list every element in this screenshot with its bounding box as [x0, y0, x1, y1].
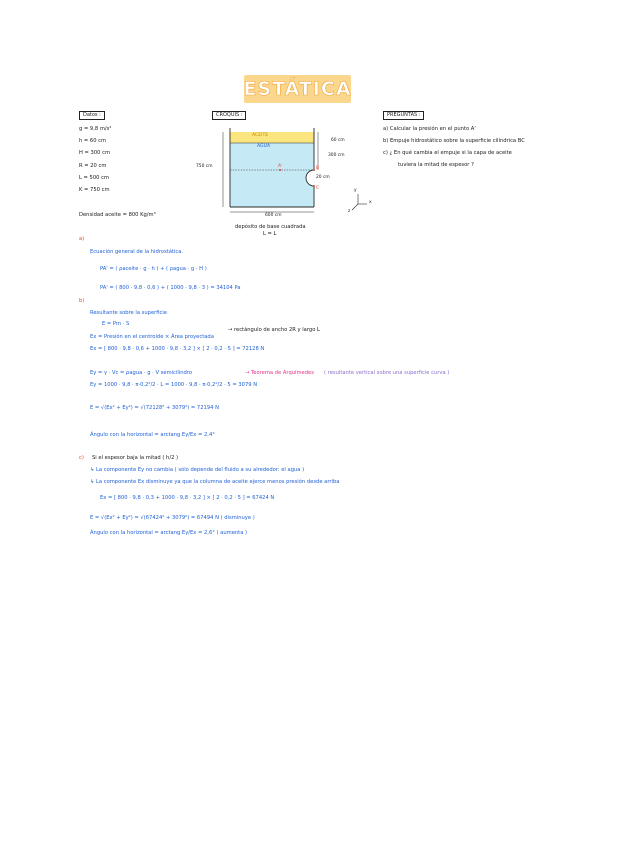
- axis-y-label: y: [354, 188, 357, 193]
- part-a-line1: Ecuación general de la hidrostática.: [90, 249, 184, 255]
- axis-x-label: x: [369, 200, 372, 205]
- dim-60-label: 60 cm: [331, 138, 345, 143]
- datos-label: Datos :: [79, 111, 105, 120]
- page-title: ESTÁTICA: [243, 78, 352, 100]
- part-c-line2: ↳ La componente Ey no cambia ( sólo depende del fluido a su alrededor: el agua ): [90, 467, 305, 473]
- oil-layer: [230, 132, 314, 143]
- part-c-line4: Ex = [ 800 · 9,8 · 0,3 + 1000 · 9,8 · 3,2 ] × [ 2 · 0,2 · 5 ] = 67424 N: [100, 495, 275, 501]
- axis-z-label: z: [348, 209, 351, 214]
- dim-20-label: 20 cm: [316, 175, 330, 180]
- title-banner: [244, 75, 351, 103]
- dato-K: K = 750 cm: [79, 187, 110, 194]
- dim-750-label: 750 cm: [196, 164, 213, 169]
- part-b-label: b): [79, 298, 85, 304]
- part-b-line7: E = √(Ex² + Ey²) = √(72128² + 3079²) = 72194 N: [90, 405, 219, 411]
- croquis-label: CROQUIS :: [212, 111, 246, 120]
- part-c-line1: Si el espesor baja la mitad ( h/2 ): [92, 455, 179, 461]
- part-b-line8: Ángulo con la horizontal = arctang Ey/Ex = 2,4°: [90, 432, 215, 438]
- diagram-caption-2: L = L: [263, 231, 277, 237]
- dim-600-label: 600 cm: [265, 213, 282, 218]
- part-b-line5a: Ey = γ · Vc = ρagua · g · V semicilindro: [90, 370, 193, 376]
- part-b-line6: Ey = 1000 · 9,8 · π·0,2²/2 · L = 1000 · 9,8 · π·0,2²/2 · 5 = 3079 N: [90, 382, 258, 388]
- part-a-line2: PA' = ( ρaceite · g · h ) + ( ρagua · g · H ): [100, 266, 207, 272]
- part-b-line4: Ex = [ 800 · 9,8 · 0,6 + 1000 · 9,8 · 3,2 ] × [ 2 · 0,2 · 5 ] = 72128 N: [90, 346, 265, 352]
- dato-H: H = 300 cm: [79, 150, 111, 157]
- part-b-line3: Ex = Presión en el centroide × Área proyectada: [90, 334, 214, 340]
- point-c-label: C: [316, 186, 320, 191]
- diagram-caption: depósito de base cuadrada: [235, 224, 306, 230]
- dato-R: R = 20 cm: [79, 162, 107, 169]
- part-c-line6: Ángulo con la horizontal = arctang Ey/Ex = 2,6° ( aumenta ): [90, 530, 248, 536]
- part-b-line5c: ( resultante vertical sobre una superficie curva ): [324, 370, 450, 376]
- dato-h: h = 60 cm: [79, 138, 107, 145]
- pregunta-b: b) Empuje hidrostático sobre la superficie cilíndrica BC: [383, 138, 525, 144]
- pregunta-c: c) ¿ En qué cambia el empuje si la capa de aceite: [383, 150, 512, 156]
- dim-300-label: 300 cm: [328, 153, 345, 158]
- point-b-label: B: [316, 166, 320, 171]
- pregunta-c-cont: tuviera la mitad de espesor ?: [398, 162, 474, 168]
- part-c-label: c): [79, 455, 84, 461]
- dato-L: L = 500 cm: [79, 174, 109, 181]
- part-b-note: → rectángulo de ancho 2R y largo L: [228, 327, 320, 333]
- densidad-aceite: Densidad aceite = 800 Kg/m³: [79, 212, 156, 218]
- point-a-label: A': [278, 164, 283, 169]
- part-c-line3: ↳ La componente Ex disminuye ya que la columna de aceite ejerce menos presión desde arriba: [90, 479, 340, 485]
- water-layer: [230, 143, 314, 207]
- pregunta-a: a) Calcular la presión en el punto A': [383, 126, 476, 132]
- oil-label: ACEITE: [252, 133, 269, 138]
- water-label: AGUA: [257, 144, 271, 149]
- part-a-label: a): [79, 236, 85, 242]
- point-a-marker: [279, 169, 281, 171]
- part-a-line3: PA' = ( 800 · 9,8 · 0,6 ) + ( 1000 · 9,8 · 3 ) = 34104 Pa: [100, 285, 241, 291]
- part-b-line1: Resultante sobre la superficie: [90, 310, 168, 316]
- part-c-line5: E = √(Ex² + Ey²) = √(67424² + 3079²) = 67494 N ( disminuye ): [90, 515, 255, 521]
- dato-g: g = 9,8 m/s²: [79, 126, 112, 132]
- point-c-marker: [313, 185, 315, 187]
- part-b-line2: E = Pm · S: [102, 321, 130, 327]
- axes-icon: [352, 194, 367, 210]
- part-b-line5b: → Teorema de Arquímedes: [245, 370, 314, 376]
- point-b-marker: [313, 169, 315, 171]
- preguntas-label: PREGUNTAS :: [383, 111, 424, 120]
- datos-list: [79, 123, 111, 196]
